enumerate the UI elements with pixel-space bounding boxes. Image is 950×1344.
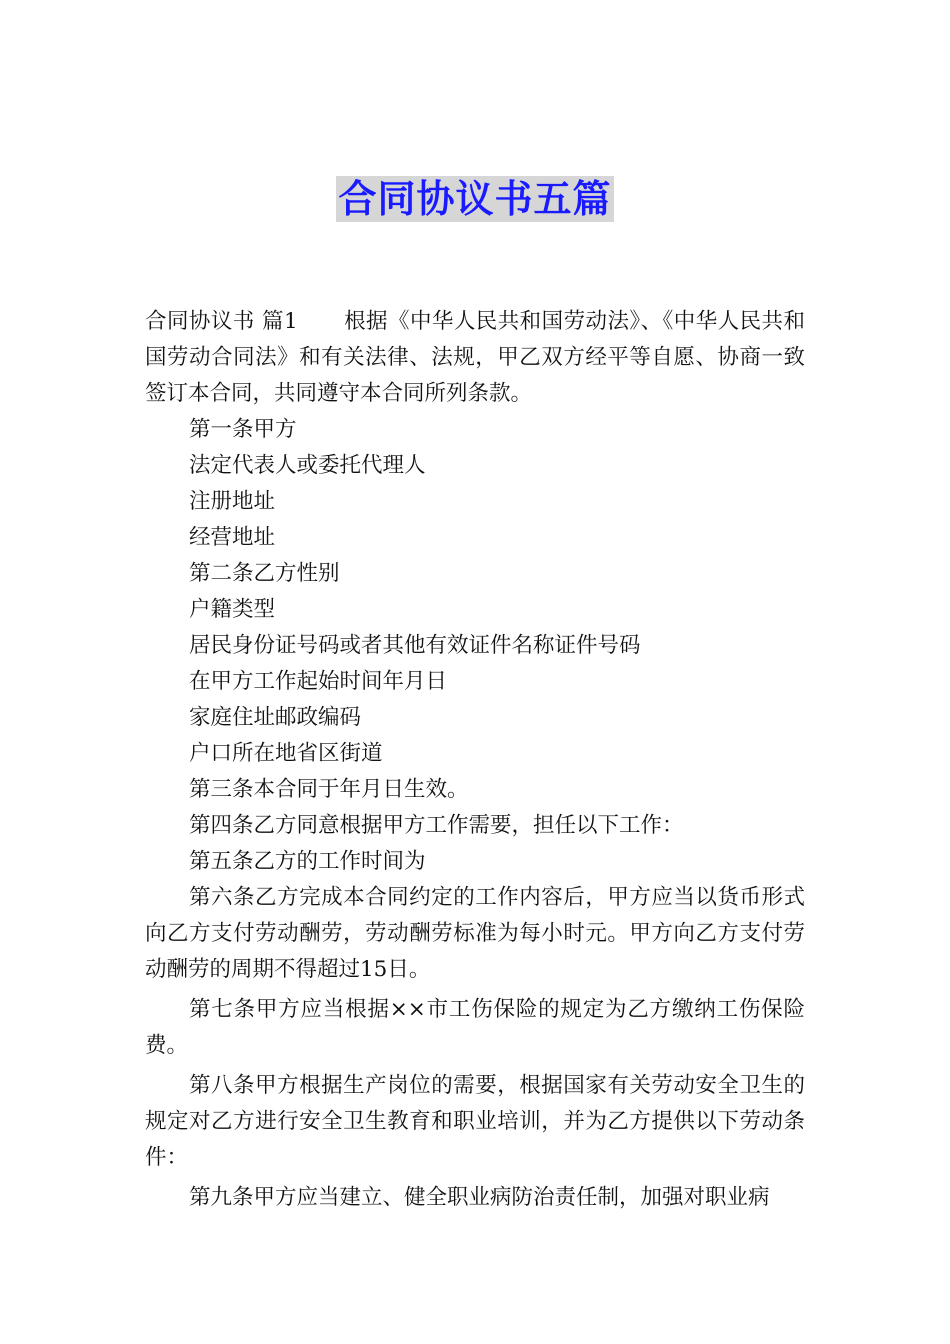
paragraph-business-address: 经营地址 — [189, 525, 276, 550]
document-title: 合同协议书五篇 — [338, 177, 612, 221]
intro-paragraph — [145, 304, 805, 412]
paragraph-hukou-location: 户口所在地省区街道 — [189, 741, 383, 766]
section-heading-label: 合同协议书 篇1 — [145, 309, 298, 334]
paragraph-article-3: 第三条本合同于年月日生效。 — [189, 777, 469, 802]
paragraph-article-5: 第五条乙方的工作时间为 — [189, 849, 426, 874]
paragraph-article-2: 第二条乙方性别 — [189, 561, 340, 586]
document-body — [145, 304, 805, 1216]
paragraph-article-1: 第一条甲方 — [189, 417, 297, 442]
paragraph-representative: 法定代表人或委托代理人 — [189, 453, 426, 478]
paragraph-id-number: 居民身份证号码或者其他有效证件名称证件号码 — [189, 633, 641, 658]
paragraph-article-9: 第九条甲方应当建立、健全职业病防治责任制，加强对职业病 — [189, 1185, 770, 1210]
paragraph-article-6: 第六条乙方完成本合同约定的工作内容后，甲方应当以货币形式向乙方支付劳动酬劳，劳动酬劳标准为每小时元。甲方向乙方支付劳动酬劳的周期不得超过15日。 — [145, 885, 805, 982]
paragraph-article-8: 第八条甲方根据生产岗位的需要，根据国家有关劳动安全卫生的规定对乙方进行安全卫生教育和职业培训，并为乙方提供以下劳动条件： — [145, 1073, 805, 1170]
paragraph-registered-address: 注册地址 — [189, 489, 276, 514]
paragraph-household-type: 户籍类型 — [189, 597, 276, 622]
intro-text: 根据《中华人民共和国劳动法》、《中华人民共和国劳动合同法》和有关法律、法规，甲乙双方经平等自愿、协商一致签订本合同，共同遵守本合同所列条款。 — [145, 309, 805, 406]
paragraph-article-7: 第七条甲方应当根据××市工伤保险的规定为乙方缴纳工伤保险费。 — [145, 997, 805, 1058]
paragraph-home-address: 家庭住址邮政编码 — [189, 705, 362, 730]
paragraph-start-date: 在甲方工作起始时间年月日 — [189, 669, 448, 694]
paragraph-article-4: 第四条乙方同意根据甲方工作需要，担任以下工作： — [189, 813, 684, 838]
title-area — [0, 176, 950, 222]
